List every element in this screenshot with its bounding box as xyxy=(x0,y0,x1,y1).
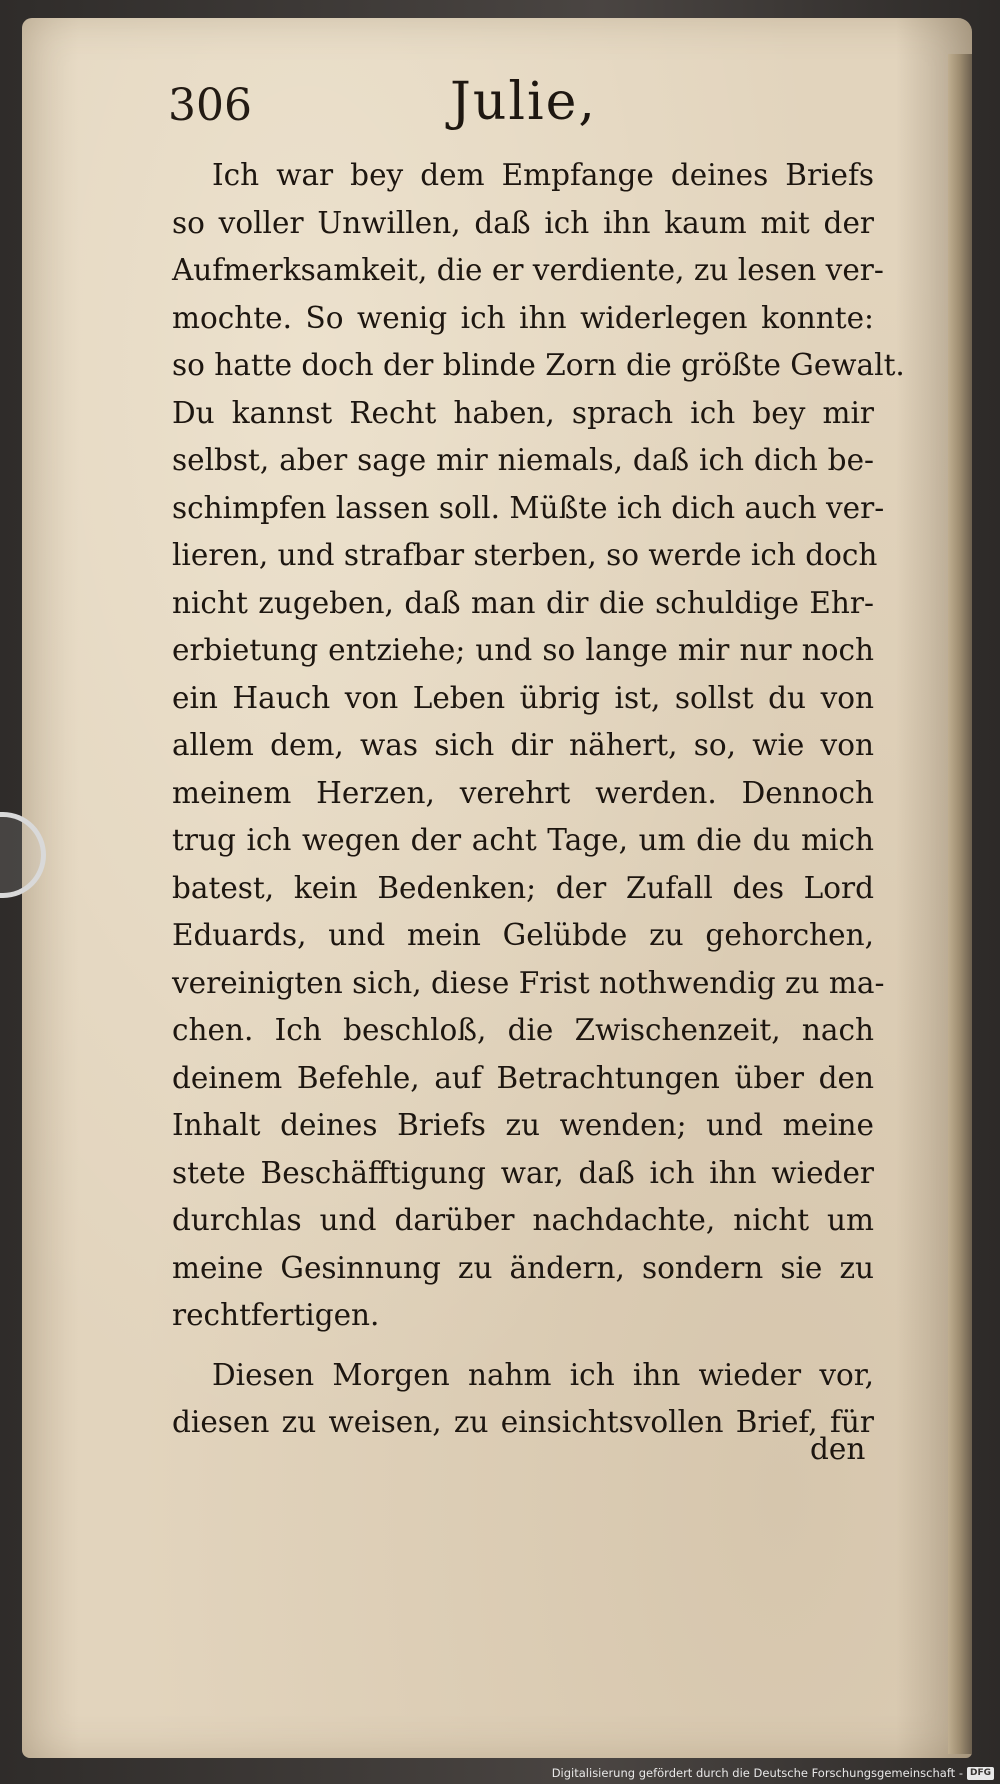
page-edge xyxy=(948,54,972,1754)
text-line: selbst, aber sage mir niemals, daß ich dich be- xyxy=(172,443,874,477)
catchword: den xyxy=(810,1432,866,1466)
text-line: Aufmerksamkeit, die er verdiente, zu lesen ver- xyxy=(172,253,884,287)
page-number: 306 xyxy=(168,80,252,131)
text-line: deinem Befehle, auf Betrachtungen über den xyxy=(172,1060,874,1095)
text-line: Eduards, und mein Gelübde zu gehorchen, xyxy=(172,918,874,952)
text-line: diesen zu weisen, zu einsichtsvollen Brief, für xyxy=(172,1405,874,1439)
text-line: Diesen Morgen nahm ich ihn wieder vor, xyxy=(212,1357,874,1392)
text-line: batest, kein Bedenken; der Zufall des Lord xyxy=(172,870,874,905)
text-line: Inhalt deines Briefs zu wenden; und meine xyxy=(172,1108,874,1142)
text-line: meinem Herzen, verehrt werden. Dennoch xyxy=(172,775,874,810)
credit-text: Digitalisierung gefördert durch die Deutsche Forschungsgemeinschaft - xyxy=(551,1766,963,1780)
text-line: Ich war bey dem Empfange deines Briefs xyxy=(212,158,874,192)
text-line: so hatte doch der blinde Zorn die größte Gewalt. xyxy=(172,348,905,382)
running-head xyxy=(168,72,888,142)
text-line: so voller Unwillen, daß ich ihn kaum mit der xyxy=(172,205,874,240)
text-line: mochte. So wenig ich ihn widerlegen konnte: xyxy=(172,300,874,335)
dfg-logo: DFG xyxy=(967,1767,994,1780)
text-line: ein Hauch von Leben übrig ist, sollst du von xyxy=(172,680,874,715)
text-line: stete Beschäfftigung war, daß ich ihn wieder xyxy=(172,1155,874,1190)
text-line: vereinigten sich, diese Frist nothwendig zu ma- xyxy=(172,965,885,1000)
text-line: nicht zugeben, daß man dir die schuldige Ehr- xyxy=(172,585,874,620)
text-line: trug ich wegen der acht Tage, um die du mich xyxy=(172,823,874,857)
text-line: schimpfen lassen soll. Müßte ich dich auch ver- xyxy=(172,490,885,525)
digitization-credit xyxy=(552,1766,994,1780)
text-line: durchlas und darüber nachdachte, nicht um xyxy=(172,1203,874,1237)
paragraph-gap xyxy=(172,1340,874,1352)
text-line: erbietung entziehe; und so lange mir nur noch xyxy=(172,633,874,667)
text-line: allem dem, was sich dir nähert, so, wie von xyxy=(172,728,874,762)
running-title: Julie, xyxy=(450,72,597,132)
text-line: lieren, und strafbar sterben, so werde ich doch xyxy=(172,538,878,572)
text-line: rechtfertigen. xyxy=(172,1298,380,1332)
text-line: Du kannst Recht haben, sprach ich bey mir xyxy=(172,395,874,430)
body-text xyxy=(172,152,905,1447)
text-line: chen. Ich beschloß, die Zwischenzeit, nach xyxy=(172,1013,874,1047)
text-line: meine Gesinnung zu ändern, sondern sie zu xyxy=(172,1250,874,1285)
